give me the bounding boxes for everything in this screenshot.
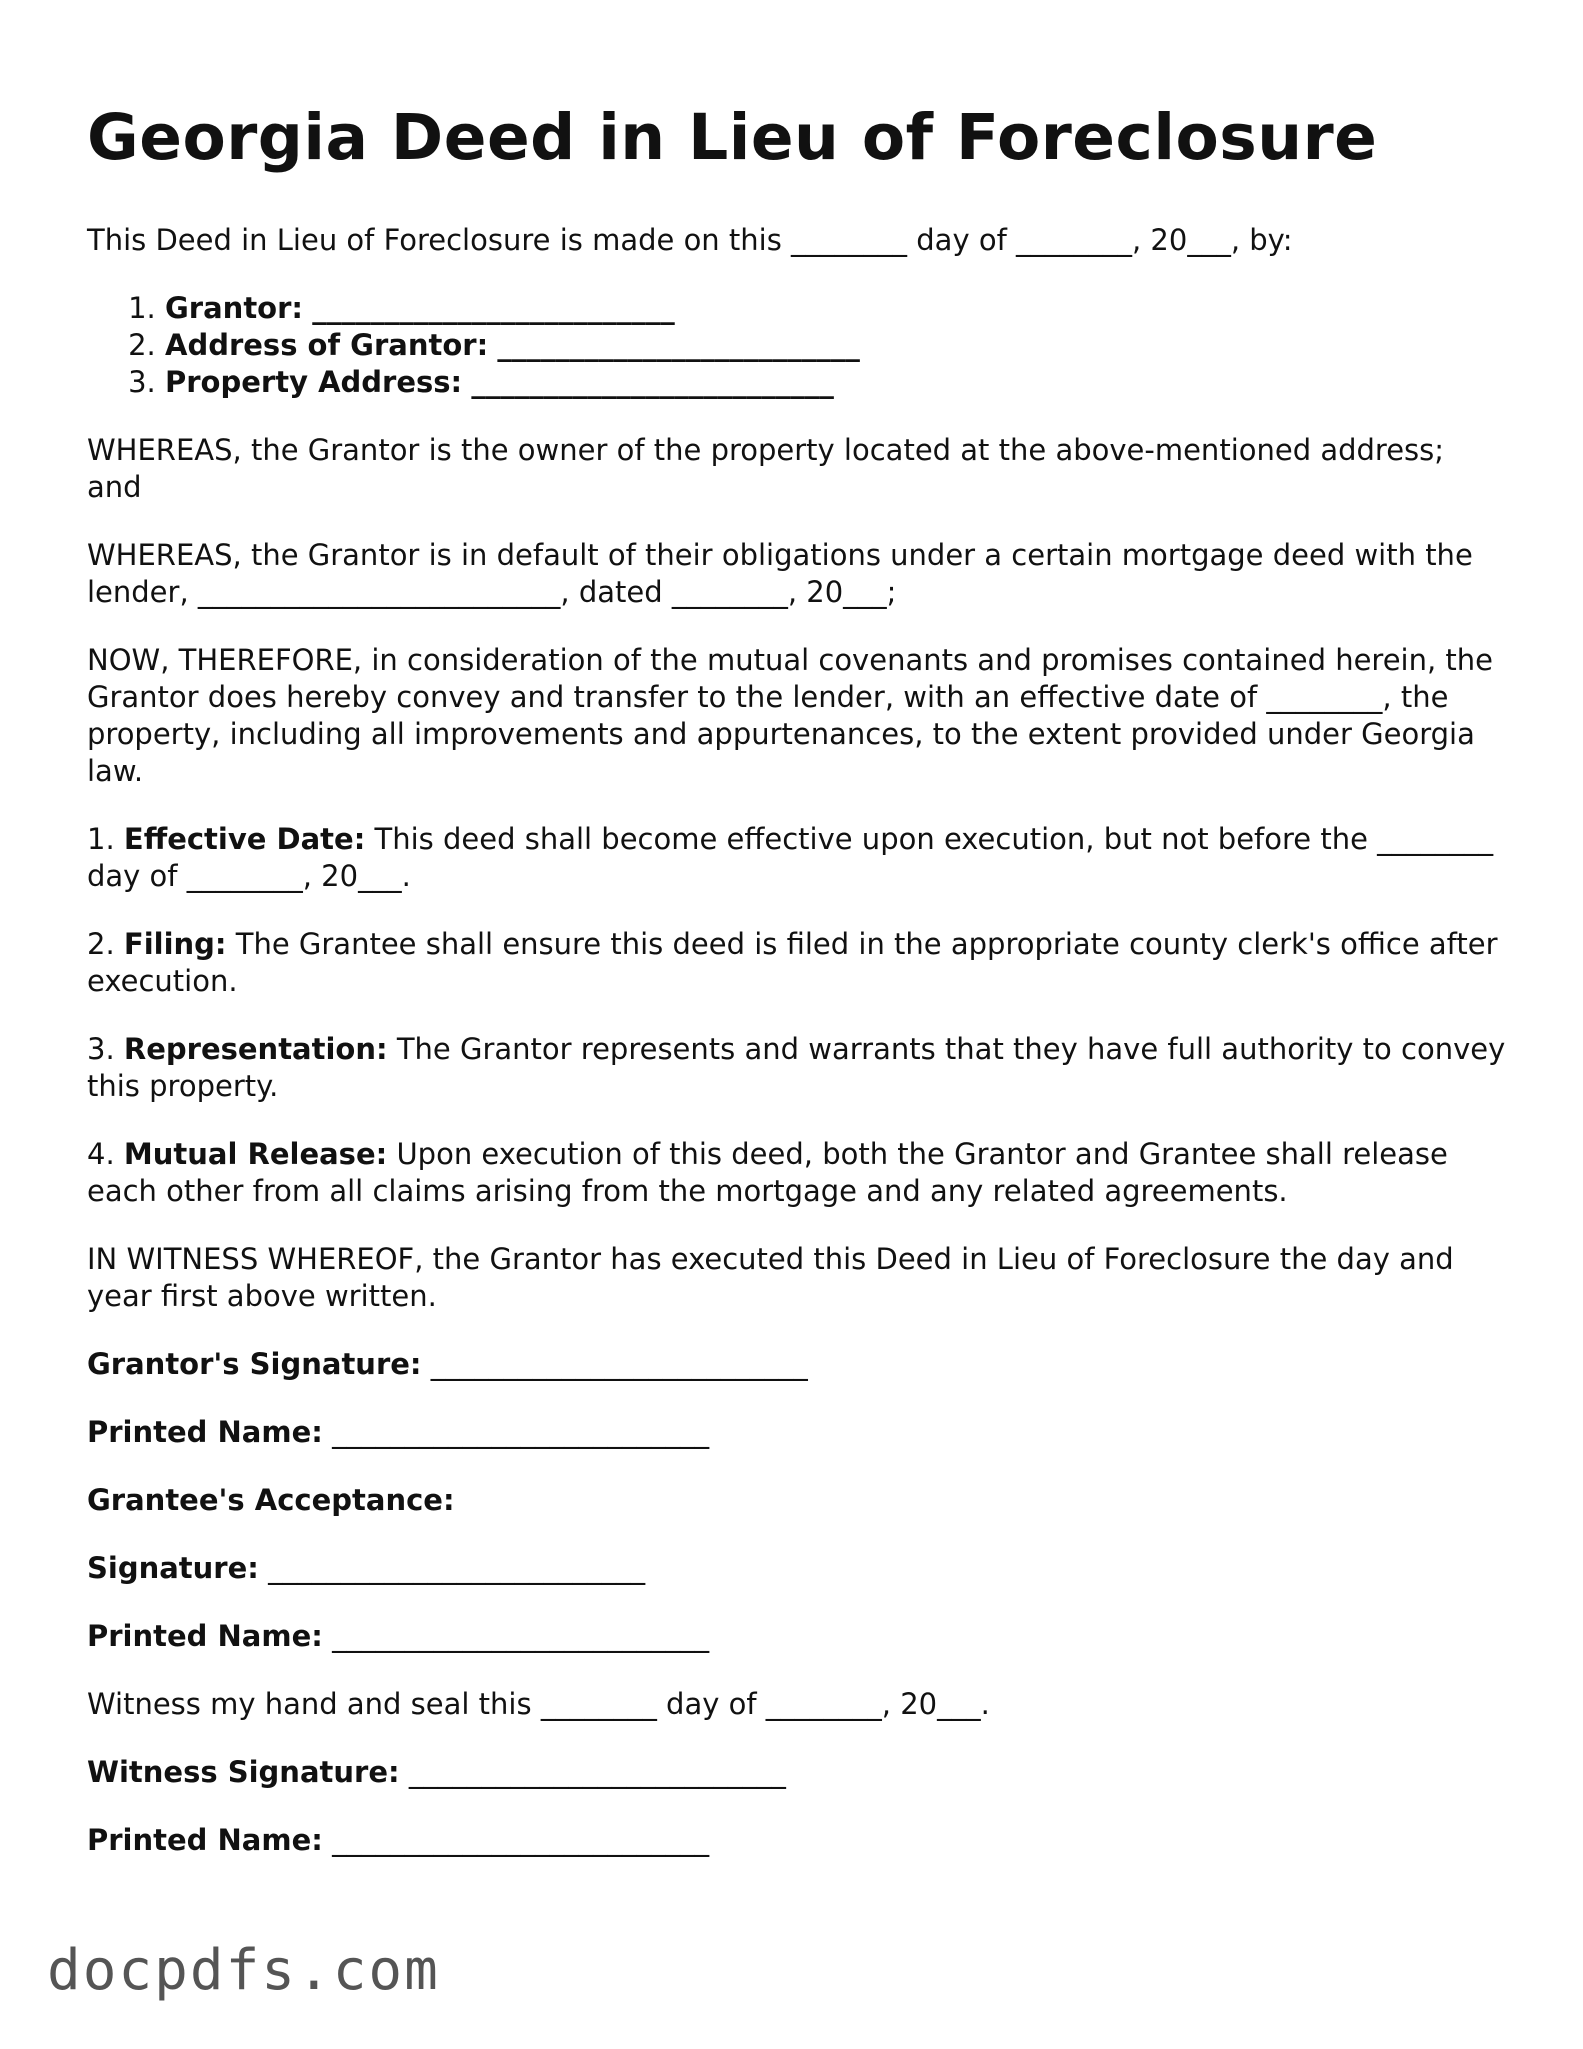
witness-seal-statement: Witness my hand and seal this ________ day of ________, 20___. xyxy=(87,1686,990,1721)
party-item-property-address xyxy=(165,364,1507,401)
clause-label: Effective Date: xyxy=(123,821,366,856)
signature-label: Signature: xyxy=(87,1550,259,1585)
party-label: Address of Grantor: xyxy=(165,327,489,362)
clause-text: The Grantee shall ensure this deed is filed in the appropriate county clerk's office after execution. xyxy=(87,926,1498,998)
signature-blank: __________________________ xyxy=(332,1618,710,1653)
clause-text: Upon execution of this deed, both the Grantor and Grantee shall release each other from all claims arising from the mortgage and any related agreements. xyxy=(87,1136,1448,1208)
party-label: Property Address: xyxy=(165,364,463,399)
signature-blank: __________________________ xyxy=(332,1414,710,1449)
witness-whereof: IN WITNESS WHEREOF, the Grantor has executed this Deed in Lieu of Foreclosure the day and year first above written. xyxy=(87,1241,1454,1313)
signature-blank: __________________________ xyxy=(430,1346,808,1381)
signature-blank: __________________________ xyxy=(268,1550,646,1585)
clause-text: This deed shall become effective upon execution, but not before the ________ day of ________, 20___. xyxy=(87,821,1494,893)
clause-effective-date xyxy=(87,821,1507,895)
clause-number: 1. xyxy=(87,821,115,856)
signature-label: Printed Name: xyxy=(87,1618,323,1653)
signature-label: Witness Signature: xyxy=(87,1754,400,1789)
party-blank: _________________________ xyxy=(497,327,860,362)
witness-signature-line xyxy=(87,1754,1507,1791)
signature-label: Grantor's Signature: xyxy=(87,1346,422,1381)
grantee-acceptance-heading xyxy=(87,1482,1507,1519)
clause-mutual-release xyxy=(87,1136,1507,1210)
whereas-default: WHEREAS, the Grantor is in default of their obligations under a certain mortgage deed with the lender, _________________________, dated ________, 20___; xyxy=(87,537,1473,609)
party-blank: _________________________ xyxy=(312,290,675,325)
signature-label: Printed Name: xyxy=(87,1414,323,1449)
signature-blank: __________________________ xyxy=(332,1822,710,1857)
clause-representation xyxy=(87,1031,1507,1105)
document-page xyxy=(87,100,1507,1890)
clause-label: Representation: xyxy=(123,1031,388,1066)
party-blank: _________________________ xyxy=(471,364,834,399)
signature-blank: __________________________ xyxy=(408,1754,786,1789)
grantee-signature-line xyxy=(87,1550,1507,1587)
clause-number: 3. xyxy=(87,1031,115,1066)
document-title: Georgia Deed in Lieu of Foreclosure xyxy=(87,101,1378,174)
therefore-paragraph: NOW, THEREFORE, in consideration of the mutual covenants and promises contained herein, the Grantor does hereby convey and transfer to the lender, with an effective date of ________, the property, including all improvements and appurtenances, to the extent provided under Georgia law. xyxy=(87,642,1494,788)
signature-label: Printed Name: xyxy=(87,1822,323,1857)
party-item-grantor-address xyxy=(165,327,1507,364)
clause-text: The Grantor represents and warrants that they have full authority to convey this property. xyxy=(87,1031,1506,1103)
watermark-logo: docpdfs.com xyxy=(47,1938,440,2003)
witness-printed-name-line xyxy=(87,1822,1507,1859)
grantee-printed-name-line xyxy=(87,1618,1507,1655)
clause-filing xyxy=(87,926,1507,1000)
clause-number: 2. xyxy=(87,926,115,961)
grantor-printed-name-line xyxy=(87,1414,1507,1451)
parties-list xyxy=(87,290,1507,401)
grantor-signature-line xyxy=(87,1346,1507,1383)
party-item-grantor xyxy=(165,290,1507,327)
clause-label: Filing: xyxy=(123,926,227,961)
section-heading: Grantee's Acceptance: xyxy=(87,1482,455,1517)
whereas-ownership: WHEREAS, the Grantor is the owner of the property located at the above-mentioned address; and xyxy=(87,432,1445,504)
clause-label: Mutual Release: xyxy=(123,1136,388,1171)
intro-paragraph: This Deed in Lieu of Foreclosure is made on this ________ day of ________, 20___, by: xyxy=(87,222,1293,257)
party-label: Grantor: xyxy=(165,290,304,325)
clause-number: 4. xyxy=(87,1136,115,1171)
